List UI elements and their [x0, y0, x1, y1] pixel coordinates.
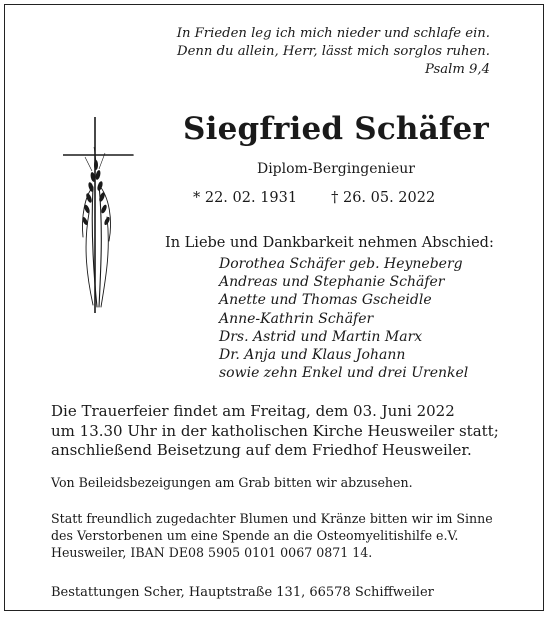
verse-reference: Psalm 9,4 [424, 62, 490, 77]
service-details [51, 402, 499, 461]
farewell-intro: In Liebe und Dankbarkeit nehmen Abschied: [165, 235, 494, 251]
birth-date: * 22. 02. 1931 [193, 190, 298, 206]
service-line: Die Trauerfeier findet am Freitag, dem 03. Juni 2022 [51, 402, 455, 420]
donation-line: Heusweiler, IBAN DE08 5905 0101 0067 0871 14. [51, 545, 373, 560]
service-line: um 13.30 Uhr in der katholischen Kirche Heusweiler statt; [51, 421, 499, 440]
service-line: anschließend Beisetzung auf dem Friedhof Heusweiler. [51, 441, 472, 459]
donation-line: des Verstorbenen um eine Spende an die Osteomyelitishilfe e.V. [51, 528, 459, 543]
mourner: Anette und Thomas Gscheidle [219, 292, 432, 309]
mourner: Drs. Astrid und Martin Marx [219, 328, 423, 345]
donation-line: Statt freundlich zugedachter Blumen und Kränze bitten wir im Sinne [51, 511, 493, 526]
donation-request [51, 510, 493, 561]
verse-line: In Frieden leg ich mich nieder und schlafe ein. [176, 26, 490, 41]
funeral-home: Bestattungen Scher, Hauptstraße 131, 66578 Schiffweiler [51, 585, 434, 600]
mourner: Andreas und Stephanie Schäfer [219, 274, 445, 291]
mourner: sowie zehn Enkel und drei Urenkel [219, 365, 469, 382]
death-date: † 26. 05. 2022 [331, 190, 436, 206]
deceased-title: Diplom-Bergingenieur [256, 161, 416, 177]
obituary-notice [4, 4, 544, 611]
deceased-name: Siegfried Schäfer [183, 111, 489, 147]
verse-line: Denn du allein, Herr, lässt mich sorglos ruhen. [177, 44, 490, 59]
mourner: Dorothea Schäfer geb. Heyneberg [219, 256, 463, 272]
life-dates [193, 190, 503, 206]
cross-with-wheat-icon [63, 117, 137, 313]
mourner: Dr. Anja und Klaus Johann [219, 347, 406, 364]
mourners-list [219, 255, 468, 382]
condolence-note: Von Beileidsbezeigungen am Grab bitten wir abzusehen. [51, 475, 413, 490]
mourner: Anne-Kathrin Schäfer [219, 310, 374, 327]
psalm-verse [177, 25, 490, 79]
